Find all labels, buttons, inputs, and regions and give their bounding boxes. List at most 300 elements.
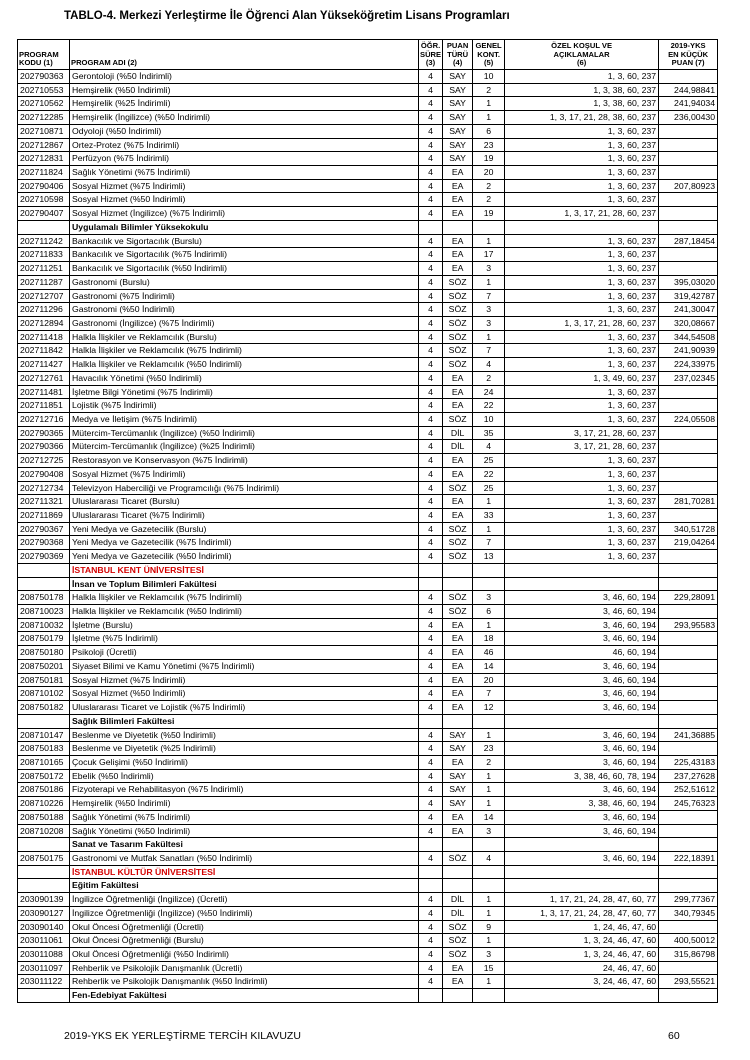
cell-empty xyxy=(505,577,659,591)
cell-min-score: 237,27628 xyxy=(659,769,718,783)
cell-duration: 4 xyxy=(419,179,443,193)
cell-duration: 4 xyxy=(419,371,443,385)
cell-conditions: 3, 46, 60, 194 xyxy=(505,810,659,824)
cell-score-type: SAY xyxy=(443,783,473,797)
cell-min-score xyxy=(659,481,718,495)
cell-conditions: 1, 3, 60, 237 xyxy=(505,234,659,248)
cell-duration: 4 xyxy=(419,70,443,84)
cell-score-type: EA xyxy=(443,467,473,481)
cell-min-score: 219,04264 xyxy=(659,536,718,550)
table-row xyxy=(18,385,718,399)
cell-program-name: İngilizce Öğretmenliği (İngilizce) (%50 İndirimli) xyxy=(70,906,419,920)
cell-program-name: Sağlık Yönetimi (%50 İndirimli) xyxy=(70,824,419,838)
table-row xyxy=(18,509,718,523)
cell-score-type: EA xyxy=(443,659,473,673)
cell-quota: 6 xyxy=(473,605,505,619)
cell-program-code: 208710032 xyxy=(18,618,70,632)
cell-program-code: 208710165 xyxy=(18,755,70,769)
cell-quota: 3 xyxy=(473,824,505,838)
cell-program-code: 202711287 xyxy=(18,275,70,289)
cell-duration: 4 xyxy=(419,536,443,550)
cell-program-code: 203011088 xyxy=(18,948,70,962)
cell-conditions: 1, 3, 60, 237 xyxy=(505,399,659,413)
cell-conditions: 1, 3, 24, 46, 47, 60 xyxy=(505,934,659,948)
cell-score-type: SÖZ xyxy=(443,316,473,330)
cell-conditions: 3, 24, 46, 47, 60 xyxy=(505,975,659,989)
cell-quota: 33 xyxy=(473,509,505,523)
cell-program-name: Yeni Medya ve Gazetecilik (%75 İndirimli) xyxy=(70,536,419,550)
cell-score-type: DİL xyxy=(443,440,473,454)
cell-duration: 4 xyxy=(419,426,443,440)
cell-program-code: 202711481 xyxy=(18,385,70,399)
cell-min-score xyxy=(659,193,718,207)
cell-empty xyxy=(18,220,70,234)
cell-quota: 12 xyxy=(473,701,505,715)
cell-duration: 4 xyxy=(419,646,443,660)
table-row xyxy=(18,948,718,962)
cell-program-code: 208750172 xyxy=(18,769,70,783)
cell-score-type: SÖZ xyxy=(443,330,473,344)
cell-duration: 4 xyxy=(419,467,443,481)
cell-program-name: Lojistik (%75 İndirimli) xyxy=(70,399,419,413)
cell-min-score xyxy=(659,550,718,564)
cell-program-name: Medya ve İletişim (%75 İndirimli) xyxy=(70,412,419,426)
cell-conditions: 1, 3, 60, 237 xyxy=(505,303,659,317)
cell-conditions: 1, 3, 60, 237 xyxy=(505,467,659,481)
cell-program-code: 202712894 xyxy=(18,316,70,330)
table-row xyxy=(18,262,718,276)
cell-program-code: 202712725 xyxy=(18,454,70,468)
cell-duration: 4 xyxy=(419,728,443,742)
cell-program-code: 202790407 xyxy=(18,207,70,221)
cell-min-score: 241,36885 xyxy=(659,728,718,742)
cell-min-score xyxy=(659,152,718,166)
cell-duration: 4 xyxy=(419,961,443,975)
cell-program-code: 202790367 xyxy=(18,522,70,536)
faculty-heading-row xyxy=(18,879,718,893)
cell-conditions: 3, 38, 46, 60, 78, 194 xyxy=(505,769,659,783)
table-body xyxy=(18,70,718,1003)
cell-score-type: DİL xyxy=(443,426,473,440)
cell-min-score: 237,02345 xyxy=(659,371,718,385)
cell-duration: 4 xyxy=(419,193,443,207)
cell-min-score: 241,94034 xyxy=(659,97,718,111)
cell-min-score xyxy=(659,605,718,619)
cell-program-name: Çocuk Gelişimi (%50 İndirimli) xyxy=(70,755,419,769)
cell-program-code: 202790408 xyxy=(18,467,70,481)
table-row xyxy=(18,166,718,180)
cell-quota: 22 xyxy=(473,399,505,413)
table-row xyxy=(18,399,718,413)
cell-empty xyxy=(419,838,443,852)
cell-duration: 4 xyxy=(419,934,443,948)
cell-empty xyxy=(18,563,70,577)
table-row xyxy=(18,536,718,550)
cell-quota: 2 xyxy=(473,755,505,769)
cell-empty xyxy=(419,865,443,879)
cell-program-name: Uluslararası Ticaret (Burslu) xyxy=(70,495,419,509)
cell-duration: 4 xyxy=(419,687,443,701)
cell-program-code: 202712716 xyxy=(18,412,70,426)
cell-conditions: 3, 17, 21, 28, 60, 237 xyxy=(505,426,659,440)
cell-quota: 7 xyxy=(473,536,505,550)
cell-min-score xyxy=(659,701,718,715)
cell-conditions: 3, 46, 60, 194 xyxy=(505,701,659,715)
cell-quota: 3 xyxy=(473,591,505,605)
cell-program-code: 202790363 xyxy=(18,70,70,84)
cell-score-type: SAY xyxy=(443,152,473,166)
cell-duration: 4 xyxy=(419,481,443,495)
university-name: İSTANBUL KÜLTÜR ÜNİVERSİTESİ xyxy=(70,865,419,879)
cell-score-type: SAY xyxy=(443,742,473,756)
cell-program-name: Hemşirelik (%50 İndirimli) xyxy=(70,83,419,97)
cell-quota: 2 xyxy=(473,179,505,193)
cell-score-type: SÖZ xyxy=(443,289,473,303)
cell-duration: 4 xyxy=(419,262,443,276)
faculty-heading-row xyxy=(18,838,718,852)
cell-program-name: Rehberlik ve Psikolojik Danışmanlık (%50 İndirimli) xyxy=(70,975,419,989)
cell-program-code: 202790366 xyxy=(18,440,70,454)
university-heading-row xyxy=(18,563,718,577)
cell-program-code: 208750175 xyxy=(18,851,70,865)
cell-program-name: Sosyal Hizmet (%50 İndirimli) xyxy=(70,193,419,207)
cell-score-type: EA xyxy=(443,248,473,262)
cell-conditions: 3, 46, 60, 194 xyxy=(505,673,659,687)
cell-conditions: 1, 3, 17, 21, 28, 38, 60, 237 xyxy=(505,111,659,125)
cell-program-name: Sosyal Hizmet (%75 İndirimli) xyxy=(70,673,419,687)
cell-program-code: 208750201 xyxy=(18,659,70,673)
cell-min-score: 395,03020 xyxy=(659,275,718,289)
cell-score-type: SAY xyxy=(443,111,473,125)
cell-min-score xyxy=(659,385,718,399)
cell-min-score xyxy=(659,70,718,84)
cell-empty xyxy=(18,838,70,852)
table-row xyxy=(18,481,718,495)
table-row xyxy=(18,330,718,344)
faculty-name: Eğitim Fakültesi xyxy=(70,879,419,893)
cell-duration: 4 xyxy=(419,659,443,673)
cell-program-name: Fizyoterapi ve Rehabilitasyon (%75 İndirimli) xyxy=(70,783,419,797)
cell-conditions: 1, 3, 60, 237 xyxy=(505,454,659,468)
cell-score-type: SAY xyxy=(443,769,473,783)
cell-min-score xyxy=(659,440,718,454)
faculty-name: Sağlık Bilimleri Fakültesi xyxy=(70,714,419,728)
cell-min-score xyxy=(659,399,718,413)
cell-program-code: 208750182 xyxy=(18,701,70,715)
cell-conditions: 1, 3, 60, 237 xyxy=(505,138,659,152)
cell-empty xyxy=(473,879,505,893)
cell-quota: 1 xyxy=(473,522,505,536)
cell-duration: 4 xyxy=(419,152,443,166)
cell-conditions: 24, 46, 47, 60 xyxy=(505,961,659,975)
cell-program-name: Beslenme ve Diyetetik (%25 İndirimli) xyxy=(70,742,419,756)
cell-score-type: SÖZ xyxy=(443,481,473,495)
cell-score-type: EA xyxy=(443,234,473,248)
cell-program-name: Perfüzyon (%75 İndirimli) xyxy=(70,152,419,166)
cell-score-type: SÖZ xyxy=(443,948,473,962)
cell-score-type: EA xyxy=(443,262,473,276)
table-row xyxy=(18,769,718,783)
cell-empty xyxy=(443,838,473,852)
footer-guide-title: 2019-YKS EK YERLEŞTİRME TERCİH KILAVUZU xyxy=(64,1030,301,1042)
cell-score-type: EA xyxy=(443,701,473,715)
cell-quota: 7 xyxy=(473,687,505,701)
cell-program-name: Hemşirelik (%50 İndirimli) xyxy=(70,797,419,811)
cell-min-score xyxy=(659,454,718,468)
cell-quota: 6 xyxy=(473,124,505,138)
cell-quota: 1 xyxy=(473,618,505,632)
cell-conditions: 1, 3, 17, 21, 28, 60, 237 xyxy=(505,207,659,221)
table-row xyxy=(18,138,718,152)
cell-score-type: EA xyxy=(443,193,473,207)
cell-empty xyxy=(473,865,505,879)
header-duration: ÖĞR. SÜRE (3) xyxy=(419,40,443,70)
cell-min-score: 236,00430 xyxy=(659,111,718,125)
table-row xyxy=(18,275,718,289)
cell-program-code: 202711842 xyxy=(18,344,70,358)
cell-program-name: Gastronomi (%50 İndirimli) xyxy=(70,303,419,317)
cell-score-type: EA xyxy=(443,632,473,646)
table-row xyxy=(18,358,718,372)
cell-program-name: İngilizce Öğretmenliği (İngilizce) (Ücretli) xyxy=(70,893,419,907)
cell-quota: 23 xyxy=(473,138,505,152)
cell-score-type: EA xyxy=(443,166,473,180)
cell-empty xyxy=(18,865,70,879)
cell-conditions: 3, 46, 60, 194 xyxy=(505,659,659,673)
cell-min-score: 293,95583 xyxy=(659,618,718,632)
cell-conditions: 1, 3, 60, 237 xyxy=(505,179,659,193)
cell-score-type: SÖZ xyxy=(443,275,473,289)
cell-conditions: 1, 3, 60, 237 xyxy=(505,522,659,536)
cell-min-score: 315,86798 xyxy=(659,948,718,962)
cell-min-score: 207,80923 xyxy=(659,179,718,193)
cell-conditions: 1, 3, 60, 237 xyxy=(505,550,659,564)
cell-conditions: 1, 24, 46, 47, 60 xyxy=(505,920,659,934)
cell-program-code: 203090127 xyxy=(18,906,70,920)
cell-min-score xyxy=(659,961,718,975)
cell-program-name: Bankacılık ve Sigortacılık (%50 İndirimli) xyxy=(70,262,419,276)
cell-program-code: 202710553 xyxy=(18,83,70,97)
cell-min-score: 287,18454 xyxy=(659,234,718,248)
cell-conditions: 1, 3, 60, 237 xyxy=(505,152,659,166)
cell-program-code: 202711427 xyxy=(18,358,70,372)
cell-empty xyxy=(505,879,659,893)
cell-empty xyxy=(659,989,718,1003)
cell-duration: 4 xyxy=(419,316,443,330)
faculty-heading-row xyxy=(18,714,718,728)
cell-duration: 4 xyxy=(419,522,443,536)
cell-score-type: EA xyxy=(443,810,473,824)
cell-quota: 10 xyxy=(473,70,505,84)
cell-quota: 3 xyxy=(473,948,505,962)
cell-program-name: Sağlık Yönetimi (%75 İndirimli) xyxy=(70,166,419,180)
cell-empty xyxy=(473,577,505,591)
cell-program-code: 208750183 xyxy=(18,742,70,756)
cell-duration: 4 xyxy=(419,632,443,646)
cell-conditions: 3, 46, 60, 194 xyxy=(505,605,659,619)
page-number: 60 xyxy=(668,1030,680,1042)
cell-score-type: EA xyxy=(443,385,473,399)
cell-min-score xyxy=(659,248,718,262)
cell-program-name: Ebelik (%50 İndirimli) xyxy=(70,769,419,783)
cell-program-code: 202712707 xyxy=(18,289,70,303)
cell-program-name: Okul Öncesi Öğretmenliği (%50 İndirimli) xyxy=(70,948,419,962)
cell-quota: 14 xyxy=(473,659,505,673)
cell-score-type: DİL xyxy=(443,893,473,907)
cell-quota: 2 xyxy=(473,371,505,385)
cell-program-name: Bankacılık ve Sigortacılık (%75 İndirimli) xyxy=(70,248,419,262)
cell-quota: 1 xyxy=(473,234,505,248)
cell-program-name: Halkla İlişkiler ve Reklamcılık (%75 İndirimli) xyxy=(70,344,419,358)
cell-quota: 4 xyxy=(473,851,505,865)
cell-conditions: 3, 46, 60, 194 xyxy=(505,742,659,756)
cell-min-score: 340,79345 xyxy=(659,906,718,920)
cell-empty xyxy=(473,563,505,577)
cell-min-score: 281,70281 xyxy=(659,495,718,509)
faculty-name: Fen-Edebiyat Fakültesi xyxy=(70,989,419,1003)
cell-empty xyxy=(419,220,443,234)
cell-conditions: 3, 46, 60, 194 xyxy=(505,824,659,838)
cell-empty xyxy=(659,577,718,591)
cell-quota: 1 xyxy=(473,275,505,289)
cell-quota: 4 xyxy=(473,440,505,454)
cell-duration: 4 xyxy=(419,618,443,632)
cell-program-code: 208710102 xyxy=(18,687,70,701)
cell-conditions: 1, 3, 60, 237 xyxy=(505,124,659,138)
cell-score-type: SAY xyxy=(443,728,473,742)
cell-duration: 4 xyxy=(419,303,443,317)
cell-score-type: EA xyxy=(443,646,473,660)
cell-quota: 3 xyxy=(473,262,505,276)
cell-program-code: 208750188 xyxy=(18,810,70,824)
cell-conditions: 1, 3, 38, 60, 237 xyxy=(505,97,659,111)
cell-program-name: Sosyal Hizmet (%75 İndirimli) xyxy=(70,467,419,481)
table-row xyxy=(18,659,718,673)
cell-program-name: İşletme (%75 İndirimli) xyxy=(70,632,419,646)
table-header-row xyxy=(18,40,718,70)
cell-quota: 20 xyxy=(473,166,505,180)
cell-min-score xyxy=(659,138,718,152)
cell-conditions: 1, 3, 60, 237 xyxy=(505,344,659,358)
cell-duration: 4 xyxy=(419,399,443,413)
cell-program-code: 208710208 xyxy=(18,824,70,838)
cell-score-type: EA xyxy=(443,399,473,413)
cell-score-type: EA xyxy=(443,687,473,701)
cell-program-code: 208750178 xyxy=(18,591,70,605)
cell-conditions: 1, 3, 17, 21, 28, 60, 237 xyxy=(505,316,659,330)
table-row xyxy=(18,934,718,948)
cell-empty xyxy=(505,989,659,1003)
cell-empty xyxy=(18,879,70,893)
cell-quota: 18 xyxy=(473,632,505,646)
table-row xyxy=(18,234,718,248)
cell-program-name: Ortez-Protez (%75 İndirimli) xyxy=(70,138,419,152)
cell-quota: 1 xyxy=(473,111,505,125)
cell-empty xyxy=(419,563,443,577)
cell-conditions: 1, 3, 60, 237 xyxy=(505,193,659,207)
cell-program-code: 202712867 xyxy=(18,138,70,152)
table-row xyxy=(18,316,718,330)
cell-score-type: SÖZ xyxy=(443,851,473,865)
cell-duration: 4 xyxy=(419,948,443,962)
faculty-heading-row xyxy=(18,220,718,234)
cell-score-type: EA xyxy=(443,207,473,221)
cell-score-type: SÖZ xyxy=(443,550,473,564)
cell-empty xyxy=(443,220,473,234)
cell-program-code: 202711824 xyxy=(18,166,70,180)
cell-program-code: 202711418 xyxy=(18,330,70,344)
table-row xyxy=(18,687,718,701)
cell-program-name: Sosyal Hizmet (%75 İndirimli) xyxy=(70,179,419,193)
cell-duration: 4 xyxy=(419,893,443,907)
cell-min-score: 344,54508 xyxy=(659,330,718,344)
cell-program-name: İşletme (Burslu) xyxy=(70,618,419,632)
cell-conditions: 1, 3, 38, 60, 237 xyxy=(505,83,659,97)
cell-min-score xyxy=(659,509,718,523)
cell-min-score xyxy=(659,920,718,934)
cell-program-code: 202711833 xyxy=(18,248,70,262)
cell-duration: 4 xyxy=(419,851,443,865)
cell-empty xyxy=(419,714,443,728)
header-min-score: 2019-YKS EN KÜÇÜK PUAN (7) xyxy=(659,40,718,70)
cell-conditions: 1, 3, 60, 237 xyxy=(505,536,659,550)
cell-quota: 9 xyxy=(473,920,505,934)
cell-program-code: 208750186 xyxy=(18,783,70,797)
cell-empty xyxy=(473,989,505,1003)
table-row xyxy=(18,673,718,687)
table-row xyxy=(18,646,718,660)
table-row xyxy=(18,179,718,193)
cell-program-code: 202711242 xyxy=(18,234,70,248)
cell-program-name: Gastronomi (Burslu) xyxy=(70,275,419,289)
cell-conditions: 1, 3, 49, 60, 237 xyxy=(505,371,659,385)
cell-conditions: 1, 3, 60, 237 xyxy=(505,248,659,262)
cell-quota: 24 xyxy=(473,385,505,399)
table-row xyxy=(18,495,718,509)
cell-min-score: 400,50012 xyxy=(659,934,718,948)
cell-program-code: 202790406 xyxy=(18,179,70,193)
cell-conditions: 3, 38, 46, 60, 194 xyxy=(505,797,659,811)
cell-empty xyxy=(419,989,443,1003)
cell-program-code: 202711296 xyxy=(18,303,70,317)
cell-conditions: 1, 3, 60, 237 xyxy=(505,412,659,426)
cell-quota: 7 xyxy=(473,344,505,358)
cell-duration: 4 xyxy=(419,769,443,783)
table-row xyxy=(18,701,718,715)
cell-empty xyxy=(473,838,505,852)
cell-program-code: 202710562 xyxy=(18,97,70,111)
cell-score-type: EA xyxy=(443,961,473,975)
cell-quota: 22 xyxy=(473,467,505,481)
cell-program-name: Mütercim-Tercümanlık (İngilizce) (%25 İndirimli) xyxy=(70,440,419,454)
table-row xyxy=(18,851,718,865)
cell-min-score: 241,90939 xyxy=(659,344,718,358)
cell-program-name: Sosyal Hizmet (%50 İndirimli) xyxy=(70,687,419,701)
cell-duration: 4 xyxy=(419,138,443,152)
cell-quota: 1 xyxy=(473,893,505,907)
cell-quota: 1 xyxy=(473,783,505,797)
cell-conditions: 1, 3, 60, 237 xyxy=(505,275,659,289)
cell-min-score: 222,18391 xyxy=(659,851,718,865)
cell-quota: 3 xyxy=(473,316,505,330)
cell-quota: 1 xyxy=(473,728,505,742)
cell-conditions: 3, 17, 21, 28, 60, 237 xyxy=(505,440,659,454)
cell-program-code: 202711321 xyxy=(18,495,70,509)
cell-quota: 19 xyxy=(473,207,505,221)
table-row xyxy=(18,83,718,97)
cell-min-score xyxy=(659,659,718,673)
cell-min-score xyxy=(659,810,718,824)
